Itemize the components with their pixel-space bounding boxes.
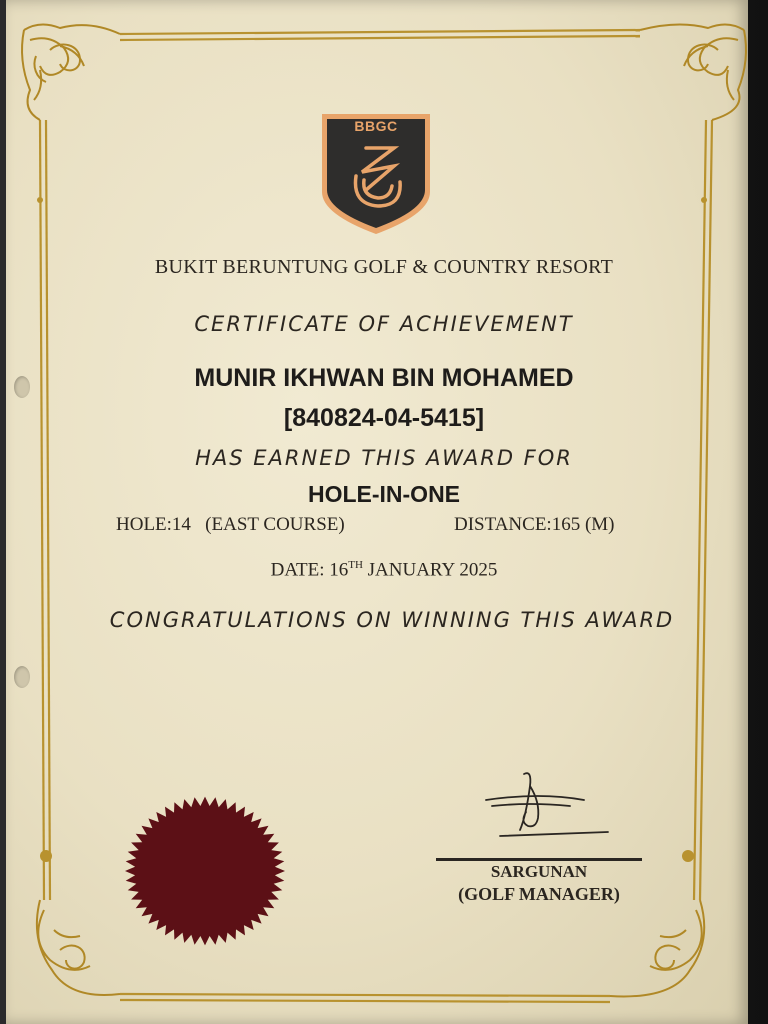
date-suffix: TH xyxy=(348,559,363,571)
recipient-name: MUNIR IKHWAN BIN MOHAMED xyxy=(194,364,574,392)
wax-seal-icon xyxy=(122,794,288,948)
date-rest: JANUARY 2025 xyxy=(362,559,498,581)
award-date xyxy=(0,559,768,581)
resort-name: BUKIT BERUNTUNG GOLF & COUNTRY RESORT xyxy=(154,256,614,278)
distance-info: DISTANCE:165 (M) xyxy=(454,514,615,535)
date-prefix: DATE: 16 xyxy=(270,559,349,581)
certificate-title: CERTIFICATE OF ACHIEVEMENT xyxy=(194,312,574,336)
signatory-title: (GOLF MANAGER) xyxy=(458,884,620,904)
recipient-id: [840824-04-5415] xyxy=(283,404,485,432)
signatory-name: SARGUNAN xyxy=(490,862,588,881)
signature-icon xyxy=(480,766,620,846)
logo-text: BBGC xyxy=(354,118,398,134)
signature-line xyxy=(436,858,642,861)
award-title: HOLE-IN-ONE xyxy=(307,481,461,507)
congratulations-text: CONGRATULATIONS ON WINNING THIS AWARD xyxy=(109,608,675,632)
hole-info: HOLE:14 (EAST COURSE) xyxy=(116,514,345,535)
earned-text: HAS EARNED THIS AWARD FOR xyxy=(195,446,573,470)
